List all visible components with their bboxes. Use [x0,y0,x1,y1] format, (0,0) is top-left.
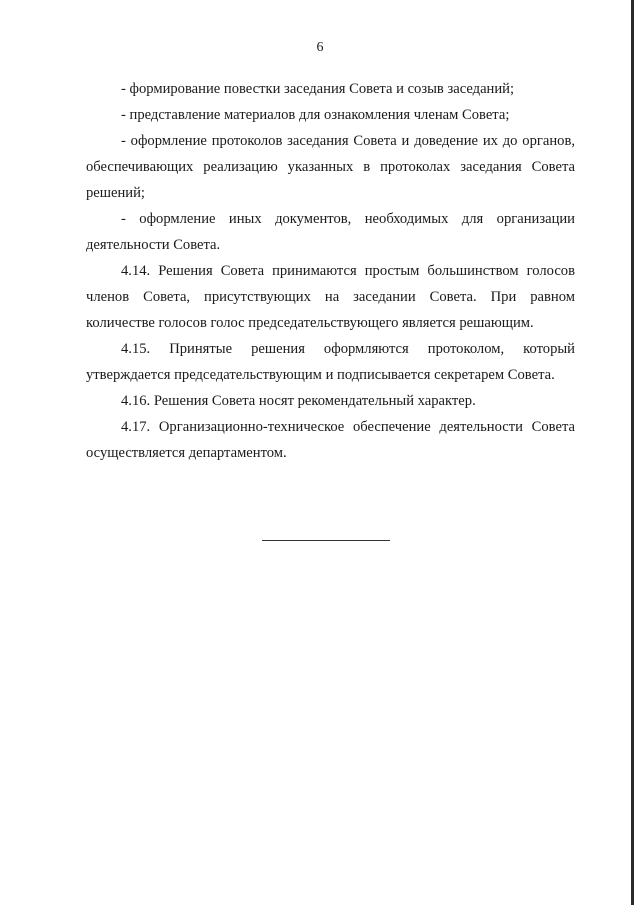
closing-rule-divider [262,540,390,541]
paragraph-documents-item: - оформление иных документов, необходимых для организации деятельности Совета. [86,211,575,253]
paragraph-agenda-item: - формирование повестки заседания Совета и созыв заседаний; [121,81,515,97]
paragraph-clause-4-14: 4.14. Решения Совета принимаются простым большинством голосов членов Совета, присутствующих на заседании Совета. При равном количестве голосов голос председательствующего является решающим. [86,263,575,331]
document-body [86,76,575,466]
paragraph-clause-4-16: 4.16. Решения Совета носят рекомендательный характер. [121,393,476,409]
paragraph-clause-4-15: 4.15. Принятые решения оформляются протоколом, который утверждается председательствующим и подписывается секретарем Совета. [86,341,575,383]
paragraph-materials-item: - представление материалов для ознакомления членам Совета; [121,107,510,123]
scan-edge-border [631,0,634,905]
paragraph-protocols-item: - оформление протоколов заседания Совета и доведение их до органов, обеспечивающих реализацию указанных в протоколах заседания Совета решений; [86,133,575,201]
paragraph-clause-4-17: 4.17. Организационно-техническое обеспечение деятельности Совета осуществляется департаментом. [86,419,575,461]
page-number: 6 [316,40,324,55]
